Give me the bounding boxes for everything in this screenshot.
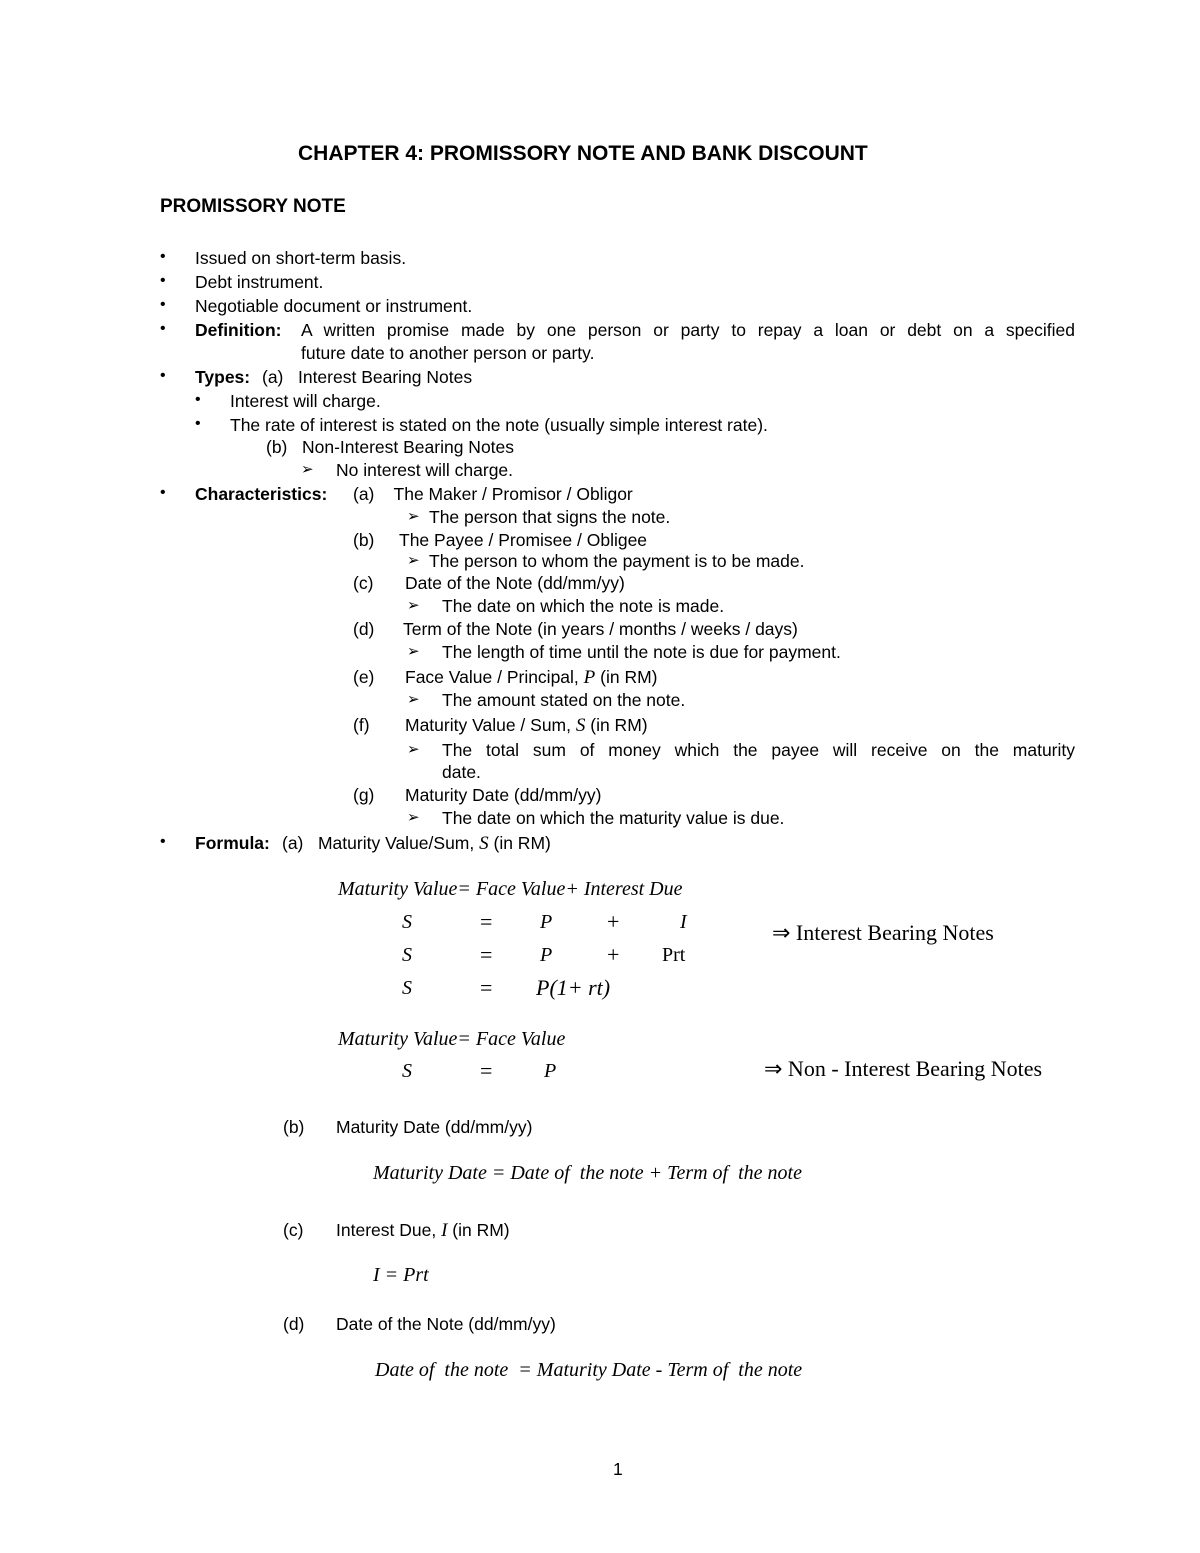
char-d-desc: The length of time until the note is due for payment. — [442, 642, 841, 662]
char-b-payee: The Payee / Promisee / Obligee — [399, 530, 648, 550]
definition-label: Definition: — [195, 320, 282, 340]
eq-row1-equals: = — [480, 909, 493, 934]
arrow-bullet-icon: ➢ — [407, 809, 420, 826]
bullet-dot: • — [195, 391, 201, 408]
bullet-debt-instrument: Debt instrument. — [195, 272, 324, 292]
char-f-tag: (f) — [353, 715, 370, 735]
eq-row3-p-one-plus-rt: P(1+ rt) — [536, 975, 611, 1000]
section-c-label-text: Interest Due, — [336, 1220, 437, 1240]
eq-row3-equals: = — [480, 975, 493, 1000]
types-a-point1: Interest will charge. — [230, 391, 381, 411]
eq-row1-s: S — [402, 911, 412, 933]
section-d-label: Date of the Note (dd/mm/yy) — [336, 1314, 556, 1334]
eq-row4-p: P — [544, 1060, 557, 1082]
arrow-bullet-icon: ➢ — [407, 597, 420, 614]
formula-label: Formula: — [195, 833, 270, 853]
arrow-bullet-icon: ➢ — [301, 461, 314, 478]
bullet-dot: • — [160, 296, 166, 313]
definition-text-line1: A written promise made by one person or party to repay a loan or debt on a specified — [301, 320, 1075, 340]
formula-a-variable: S — [479, 833, 489, 854]
arrow-bullet-icon: ➢ — [407, 741, 420, 758]
eq-row4-s: S — [402, 1060, 412, 1082]
types-b-point1: No interest will charge. — [336, 460, 514, 480]
char-f-label: Maturity Value / Sum, — [405, 715, 571, 735]
non-interest-bearing-notes-label: ⇒ Non - Interest Bearing Notes — [764, 1056, 1043, 1081]
page-title: CHAPTER 4: PROMISSORY NOTE AND BANK DISCOUNT — [298, 142, 868, 165]
eq-row2-plus: + — [607, 942, 620, 967]
arrow-bullet-icon: ➢ — [407, 643, 420, 660]
char-f-unit: (in RM) — [590, 715, 648, 735]
bullet-dot: • — [160, 272, 166, 289]
section-heading: PROMISSORY NOTE — [160, 196, 346, 217]
characteristics-label: Characteristics: — [195, 484, 328, 504]
definition-text-line2: future date to another person or party. — [301, 343, 595, 363]
char-f-desc-line2: date. — [442, 762, 481, 782]
formula-a-unit: (in RM) — [493, 833, 551, 853]
section-c-label — [336, 1219, 510, 1242]
char-e-desc: The amount stated on the note. — [442, 690, 686, 710]
types-interest-bearing: (a) Interest Bearing Notes — [262, 367, 473, 387]
arrow-bullet-icon: ➢ — [407, 508, 420, 525]
char-b-desc: The person to whom the payment is to be made. — [429, 551, 805, 571]
formula-a — [282, 832, 551, 855]
bullet-dot: • — [160, 320, 166, 337]
formula-a-label: (a) Maturity Value/Sum, — [282, 833, 475, 853]
types-a-point2: The rate of interest is stated on the note (usually simple interest rate). — [230, 415, 768, 435]
section-c-tag: (c) — [283, 1220, 304, 1240]
char-f-variable: S — [575, 715, 586, 736]
char-c-tag: (c) — [353, 573, 374, 593]
section-b-tag: (b) — [283, 1117, 305, 1137]
section-c-unit: (in RM) — [452, 1220, 510, 1240]
arrow-bullet-icon: ➢ — [407, 552, 420, 569]
char-e-tag: (e) — [353, 667, 375, 687]
bullet-dot: • — [160, 248, 166, 265]
types-non-interest-bearing: (b) Non-Interest Bearing Notes — [266, 437, 515, 457]
section-b-label: Maturity Date (dd/mm/yy) — [336, 1117, 533, 1137]
eq-row1-i: I — [680, 911, 687, 933]
eq-row2-equals: = — [480, 942, 493, 967]
char-e-variable: P — [583, 667, 596, 688]
eq-row3-s: S — [402, 977, 412, 999]
bullet-dot: • — [160, 484, 166, 501]
arrow-bullet-icon: ➢ — [407, 691, 420, 708]
types-label: Types: — [195, 367, 251, 387]
char-a-desc: The person that signs the note. — [429, 507, 671, 527]
char-f-maturity-value — [405, 714, 648, 737]
char-b-tag: (b) — [353, 530, 375, 550]
eq-row1-plus: + — [607, 909, 620, 934]
bullet-dot: • — [160, 833, 166, 850]
bullet-dot: • — [160, 367, 166, 384]
eq-row2-s: S — [402, 944, 412, 966]
char-g-desc: The date on which the maturity value is due. — [442, 808, 785, 828]
eq-row2-p: P — [540, 944, 553, 966]
char-e-face-value — [405, 666, 658, 689]
char-c-date: Date of the Note (dd/mm/yy) — [405, 573, 625, 593]
section-d-tag: (d) — [283, 1314, 305, 1334]
bullet-negotiable: Negotiable document or instrument. — [195, 296, 473, 316]
eq-row2-prt: Prt — [662, 944, 686, 966]
bullet-dot: • — [195, 415, 201, 432]
equation-date-of-note: Date of the note = Maturity Date - Term of the note — [375, 1359, 803, 1381]
char-g-tag: (g) — [353, 785, 375, 805]
char-f-desc-line1: The total sum of money which the payee will receive on the maturity — [442, 740, 1075, 760]
interest-bearing-notes-label: ⇒ Interest Bearing Notes — [772, 920, 994, 945]
eq-row1-p: P — [540, 911, 553, 933]
char-e-unit: (in RM) — [600, 667, 658, 687]
equation-maturity-date: Maturity Date = Date of the note + Term of the note — [373, 1162, 802, 1184]
eq-row4-equals: = — [480, 1058, 493, 1083]
bullet-short-term: Issued on short-term basis. — [195, 248, 407, 268]
equation-interest-due: I = Prt — [373, 1264, 429, 1286]
equation-maturity-value: Maturity Value= Face Value+ Interest Due — [338, 878, 683, 900]
char-a-maker: (a) The Maker / Promisor / Obligor — [353, 484, 633, 504]
page-number: 1 — [613, 1459, 623, 1479]
char-e-label: Face Value / Principal, — [405, 667, 579, 687]
equation-face-value: Maturity Value= Face Value — [338, 1028, 566, 1050]
char-d-term: Term of the Note (in years / months / weeks / days) — [403, 619, 798, 639]
char-d-tag: (d) — [353, 619, 375, 639]
section-c-variable: I — [441, 1220, 448, 1241]
char-g-maturity-date: Maturity Date (dd/mm/yy) — [405, 785, 602, 805]
char-c-desc: The date on which the note is made. — [442, 596, 725, 616]
